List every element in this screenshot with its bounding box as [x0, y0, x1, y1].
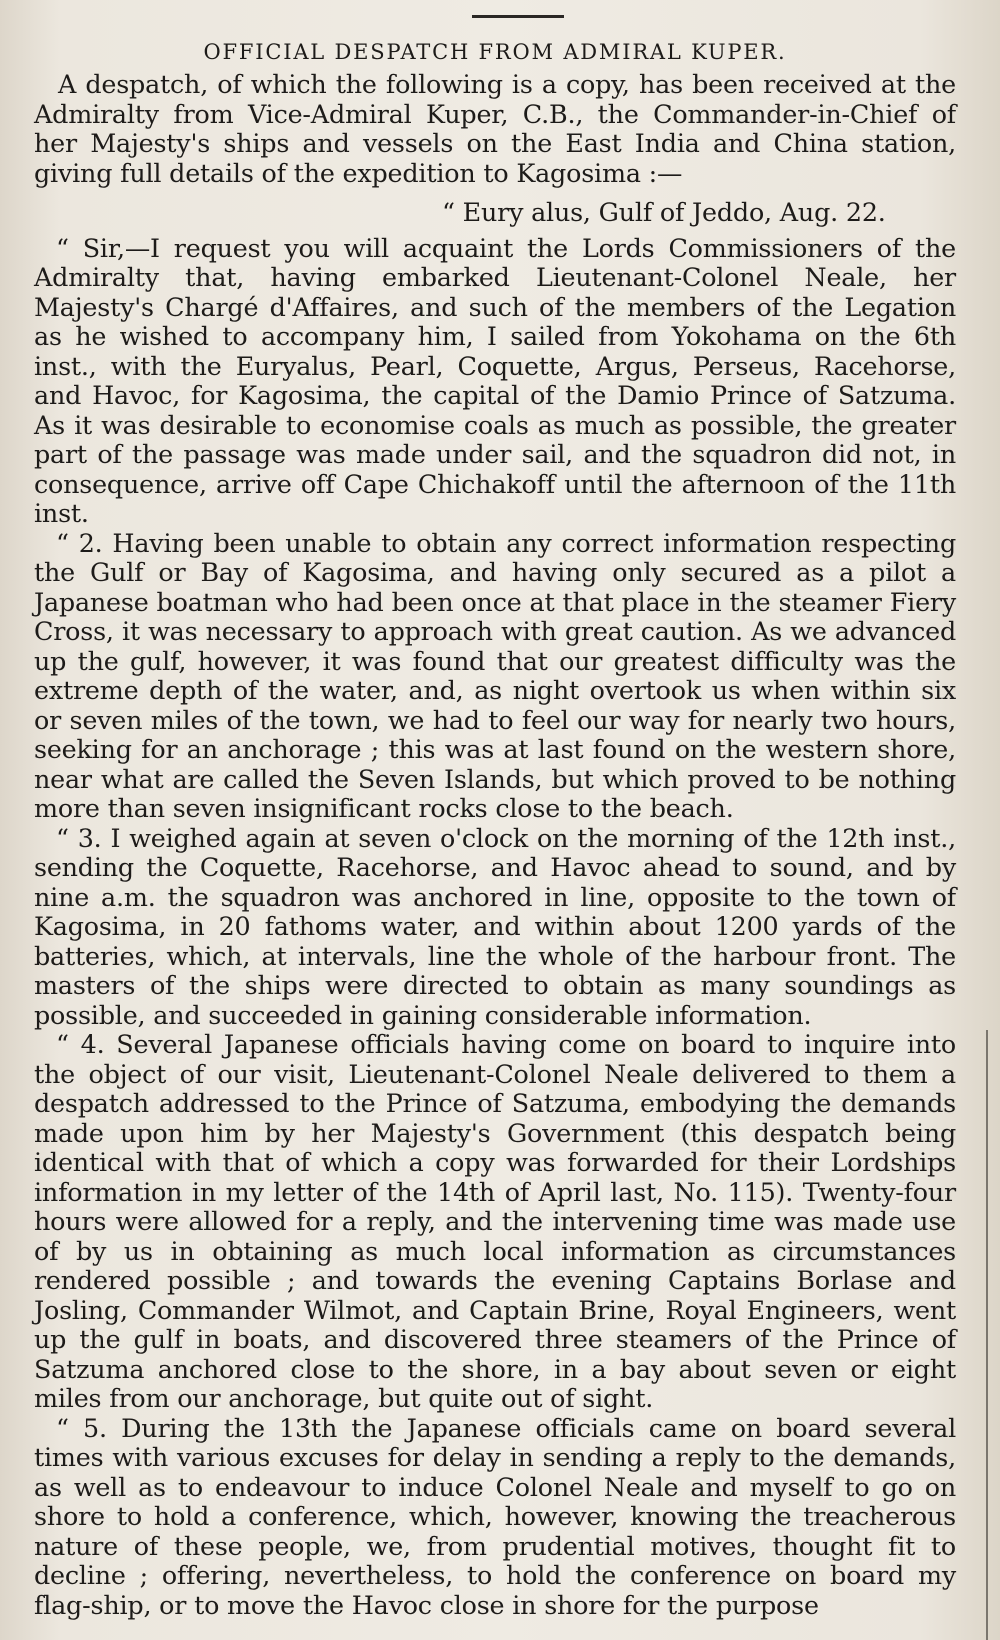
intro-paragraph: A despatch, of which the following is a copy, has been received at the Admiralty from Vice-Admiral Kuper, C.B., the Commander-in-Chief of her Majesty's ships and vessels on the East India and China station, giving full details of the expedition to Kagosima :—: [34, 69, 956, 188]
dateline: “ Eury alus, Gulf of Jeddo, Aug. 22.: [442, 197, 886, 227]
article-title: OFFICIAL DESPATCH FROM ADMIRAL KUPER.: [203, 40, 787, 64]
paragraph-4: “ 4. Several Japanese officials having come on board to inquire into the object of our visit, Lieutenant-Colonel Neale delivered to them a despatch addressed to the Prince of Satzuma, embodying the demands made upon him by her Majesty's Government (this despatch being identical with that of which a copy was forwarded for their Lordships information in my letter of the 14th of April last, No. 115). Twenty-four hours were allowed for a reply, and the intervening time was made use of by us in obtaining as much local information as circumstances rendered possible ; and towards the evening Captains Borlase and Josling, Commander Wilmot, and Captain Brine, Royal Engineers, went up the gulf in boats, and discovered three steamers of the Prince of Satzuma anchored close to the shore, in a bay about seven or eight miles from our anchorage, but quite out of sight.: [34, 1029, 956, 1413]
header-rule: [472, 15, 564, 18]
paragraph-5: “ 5. During the 13th the Japanese officials came on board several times with various excuses for delay in sending a reply to the demands, as well as to endeavour to induce Colonel Neale and myself to go on shore to hold a conference, which, however, knowing the treacherous nature of these people, we, from prudential motives, thought fit to decline ; offering, nevertheless, to hold the conference on board my flag-ship, or to move the Havoc close in shore for the purpose: [34, 1412, 956, 1620]
paragraph-1: “ Sir,—I request you will acquaint the Lords Commissioners of the Admiralty that, having embarked Lieutenant-Colonel Neale, her Majesty's Chargé d'Affaires, and such of the members of the Legation as he wished to accompany him, I sailed from Yokohama on the 6th inst., with the Euryalus, Pearl, Coquette, Argus, Perseus, Racehorse, and Havoc, for Kagosima, the capital of the Damio Prince of Satzuma. As it was desirable to economise coals as much as possible, the greater part of the passage was made under sail, and the squadron did not, in consequence, arrive off Cape Chichakoff until the afternoon of the 11th inst.: [34, 232, 956, 528]
paragraph-2: “ 2. Having been unable to obtain any correct information respecting the Gulf or Bay of Kagosima, and having only secured as a pilot a Japanese boatman who had been once at that place in the steamer Fiery Cross, it was necessary to approach with great caution. As we advanced up the gulf, however, it was found that our greatest difficulty was the extreme depth of the water, and, as night overtook us when within six or seven miles of the town, we had to feel our way for nearly two hours, seeking for an anchorage ; this was at last found on the western shore, near what are called the Seven Islands, but which proved to be nothing more than seven insignificant rocks close to the beach.: [34, 527, 956, 823]
page-edge-line: [986, 1030, 988, 1640]
paragraph-3: “ 3. I weighed again at seven o'clock on the morning of the 12th inst., sending the Coquette, Racehorse, and Havoc ahead to sound, and by nine a.m. the squadron was anchored in line, opposite to the town of Kagosima, in 20 fathoms water, and within about 1200 yards of the batteries, which, at intervals, line the whole of the harbour front. The masters of the ships were directed to obtain as many soundings as possible, and succeeded in gaining considerable information.: [34, 822, 956, 1030]
